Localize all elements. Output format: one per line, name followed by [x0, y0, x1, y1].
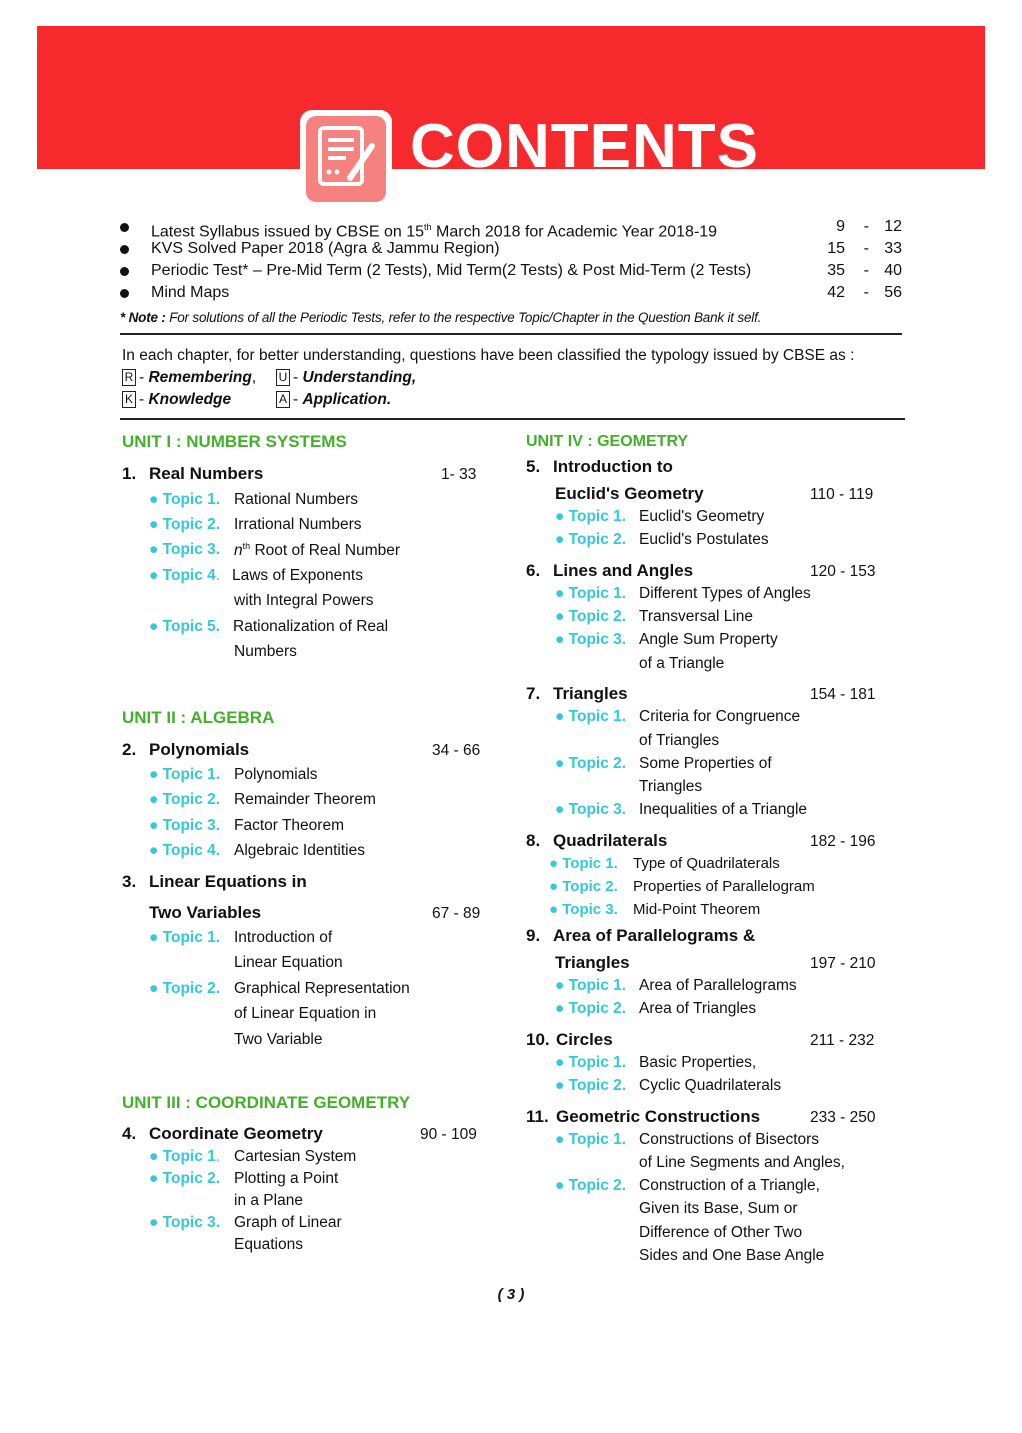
topic-continuation: with Integral Powers — [234, 592, 374, 609]
chapter-pages: 154 - 181 — [810, 686, 876, 703]
topic-continuation: Triangles — [639, 778, 703, 795]
topic-continuation: Numbers — [234, 643, 297, 660]
topic-item: ● Topic 1. Different Types of Angles — [555, 585, 811, 602]
topic-item: ● Topic 1. Introduction of — [149, 929, 333, 946]
topic-continuation: of Line Segments and Angles, — [639, 1154, 845, 1171]
u-key: U — [276, 369, 290, 386]
topic-item: ● Topic 3. $n^{th}$ Root of Real Number — [149, 541, 401, 560]
topic-item: ● Topic 2. Construction of a Triangle, — [555, 1177, 820, 1194]
topic-item: ● Topic 2. Graphical Representation — [149, 980, 410, 997]
k-sep: - — [139, 391, 149, 408]
chapter-title: 7. Triangles — [526, 684, 628, 703]
note-text: For solutions of all the Periodic Tests, refer to the respective Topic/Chapter in the Question Bank it self. — [165, 310, 762, 325]
page-dash: - — [863, 218, 869, 235]
page-from: 42 — [827, 284, 845, 301]
divider — [120, 418, 905, 420]
topic-item: ● Topic 2. Cyclic Quadrilaterals — [555, 1077, 782, 1094]
topic-item: ● Topic 2. Some Properties of — [555, 755, 772, 772]
chapter-title: 11. Geometric Constructions — [526, 1107, 761, 1126]
list-item — [120, 238, 902, 260]
topic-item: ● Topic 2. Irrational Numbers — [149, 516, 362, 533]
topic-item: ● Topic 1. Basic Properties, — [555, 1054, 757, 1071]
document-edit-icon — [300, 110, 392, 208]
chapter-pages: 120 - 153 — [810, 563, 876, 580]
topic-item: ● Topic 2. Properties of Parallelogram — [549, 878, 815, 895]
list-item — [120, 260, 902, 282]
page-from: 35 — [827, 262, 845, 279]
topic-item: ● Topic 1. Cartesian System — [149, 1148, 357, 1165]
chapter-pages: 233 - 250 — [810, 1109, 876, 1126]
chapter-title-line2: Two Variables — [149, 903, 262, 922]
bullet-icon — [120, 267, 129, 276]
unit-heading: UNIT II : ALGEBRA — [122, 708, 275, 727]
unit-heading: UNIT I : NUMBER SYSTEMS — [122, 432, 347, 451]
topic-item: ● Topic 1. Rational Numbers — [149, 491, 359, 508]
topic-continuation: Equations — [234, 1236, 303, 1253]
page-number: ( 3 ) — [497, 1286, 525, 1303]
a-label: Application. — [302, 391, 392, 408]
chapter-title-line2: Euclid's Geometry — [555, 484, 704, 503]
item-text-end: March 2018 for Academic Year 2018-19 — [431, 223, 718, 241]
topic-continuation: in a Plane — [234, 1192, 303, 1209]
chapter-title: 1. Real Numbers — [122, 464, 264, 483]
a-key: A — [276, 391, 290, 408]
divider — [120, 333, 902, 335]
topic-item: ● Topic 1. Constructions of Bisectors — [555, 1131, 820, 1148]
r-sep: - — [139, 369, 149, 386]
page-from: 9 — [836, 218, 845, 235]
k-key: K — [122, 391, 136, 408]
chapter-title: 10. Circles — [526, 1030, 613, 1049]
item-text: KVS Solved Paper 2018 (Agra & Jammu Region) — [151, 240, 500, 257]
k-label: Knowledge — [148, 391, 232, 408]
page-to: 12 — [884, 218, 902, 235]
chapter-title: 3. Linear Equations in — [122, 872, 307, 891]
topic-item: ● Topic 1. Area of Parallelograms — [555, 977, 797, 994]
page-to: 56 — [884, 284, 902, 301]
chapter-pages: 67 - 89 — [432, 905, 481, 922]
intro-line: In each chapter, for better understanding, questions have been classified the typology issued by CBSE as : — [122, 347, 855, 364]
chapter-title: 9. Area of Parallelograms & — [526, 926, 756, 945]
r-comma: , — [251, 369, 257, 386]
topic-item: ● Topic 3. Angle Sum Property — [555, 631, 778, 648]
page-dash: - — [863, 262, 869, 279]
topic-continuation: of Linear Equation in — [234, 1005, 377, 1022]
chapter-title: 2. Polynomials — [122, 740, 250, 759]
topic-item: ● Topic 3. Mid-Point Theorem — [549, 901, 761, 918]
topic-item: ● Topic 2. Area of Triangles — [555, 1000, 757, 1017]
bullet-icon — [120, 245, 129, 254]
a-sep: - — [293, 391, 303, 408]
chapter-pages: 197 - 210 — [810, 955, 876, 972]
topic-item: ● Topic 2. Remainder Theorem — [149, 791, 376, 808]
topic-continuation: Difference of Other Two — [639, 1224, 803, 1241]
topic-item: ● Topic 4. Algebraic Identities — [149, 842, 365, 859]
item-sup: th — [424, 222, 432, 232]
topic-item: ● Topic 2. Transversal Line — [555, 608, 754, 625]
topic-continuation: of a Triangle — [639, 655, 725, 672]
topic-continuation: of Triangles — [639, 732, 720, 749]
chapter-title: 4. Coordinate Geometry — [122, 1124, 323, 1143]
u-sep: - — [293, 369, 303, 386]
chapter-pages: 34 - 66 — [432, 742, 481, 759]
list-item — [120, 216, 902, 241]
topic-item: ● Topic 5. Rationalization of Real — [149, 618, 389, 635]
topic-continuation: Sides and One Base Angle — [639, 1247, 825, 1264]
chapter-title: 6. Lines and Angles — [526, 561, 694, 580]
page-dash: - — [863, 240, 869, 257]
chapter-title: 8. Quadrilaterals — [526, 831, 668, 850]
page-title: CONTENTS — [410, 112, 759, 181]
unit-heading: UNIT IV : GEOMETRY — [526, 433, 689, 450]
page-dash: - — [863, 284, 869, 301]
chapter-pages: 211 - 232 — [810, 1032, 875, 1049]
topic-item: ● Topic 3. Graph of Linear — [149, 1214, 342, 1231]
u-label: Understanding, — [302, 369, 417, 386]
topic-item: ● Topic 1. Polynomials — [149, 766, 318, 783]
chapter-pages: 90 - 109 — [420, 1126, 477, 1143]
page-from: 15 — [827, 240, 845, 257]
chapter-title-line2: Triangles — [555, 953, 630, 972]
note — [120, 310, 761, 325]
item-text: Mind Maps — [151, 284, 230, 301]
page-to: 40 — [884, 262, 902, 279]
list-item — [120, 282, 902, 304]
topic-continuation: Two Variable — [234, 1031, 323, 1048]
bullet-icon — [120, 223, 129, 232]
unit-heading: UNIT III : COORDINATE GEOMETRY — [122, 1093, 411, 1112]
topic-item: ● Topic 1. Type of Quadrilaterals — [549, 855, 780, 872]
topic-item: ● Topic 3. Factor Theorem — [149, 817, 344, 834]
topic-item: ● Topic 4. Laws of Exponents — [149, 567, 363, 584]
topic-item: ● Topic 3. Inequalities of a Triangle — [555, 801, 808, 818]
bullet-icon — [120, 289, 129, 298]
topic-item: ● Topic 2. Euclid's Postulates — [555, 531, 769, 548]
chapter-pages: 110 - 119 — [810, 486, 874, 503]
topic-continuation: Given its Base, Sum or — [639, 1200, 798, 1217]
item-text: Latest Syllabus issued by CBSE on 15 — [151, 223, 425, 241]
r-label: Remembering — [148, 369, 252, 386]
topic-item: ● Topic 1. Euclid's Geometry — [555, 508, 765, 525]
topic-item: ● Topic 1. Criteria for Congruence — [555, 708, 801, 725]
r-key: R — [122, 369, 136, 386]
chapter-title: 5. Introduction to — [526, 457, 673, 476]
topic-continuation: Linear Equation — [234, 954, 343, 971]
chapter-pages: 1- 33 — [441, 466, 477, 483]
page-to: 33 — [884, 240, 902, 257]
note-label: * Note : — [120, 310, 166, 325]
topic-item: ● Topic 2. Plotting a Point — [149, 1170, 339, 1187]
item-text: Periodic Test* – Pre-Mid Term (2 Tests), Mid Term(2 Tests) & Post Mid-Term (2 Tests) — [151, 262, 752, 279]
typology-intro — [122, 345, 854, 411]
top-list — [120, 216, 902, 304]
chapter-pages: 182 - 196 — [810, 833, 876, 850]
